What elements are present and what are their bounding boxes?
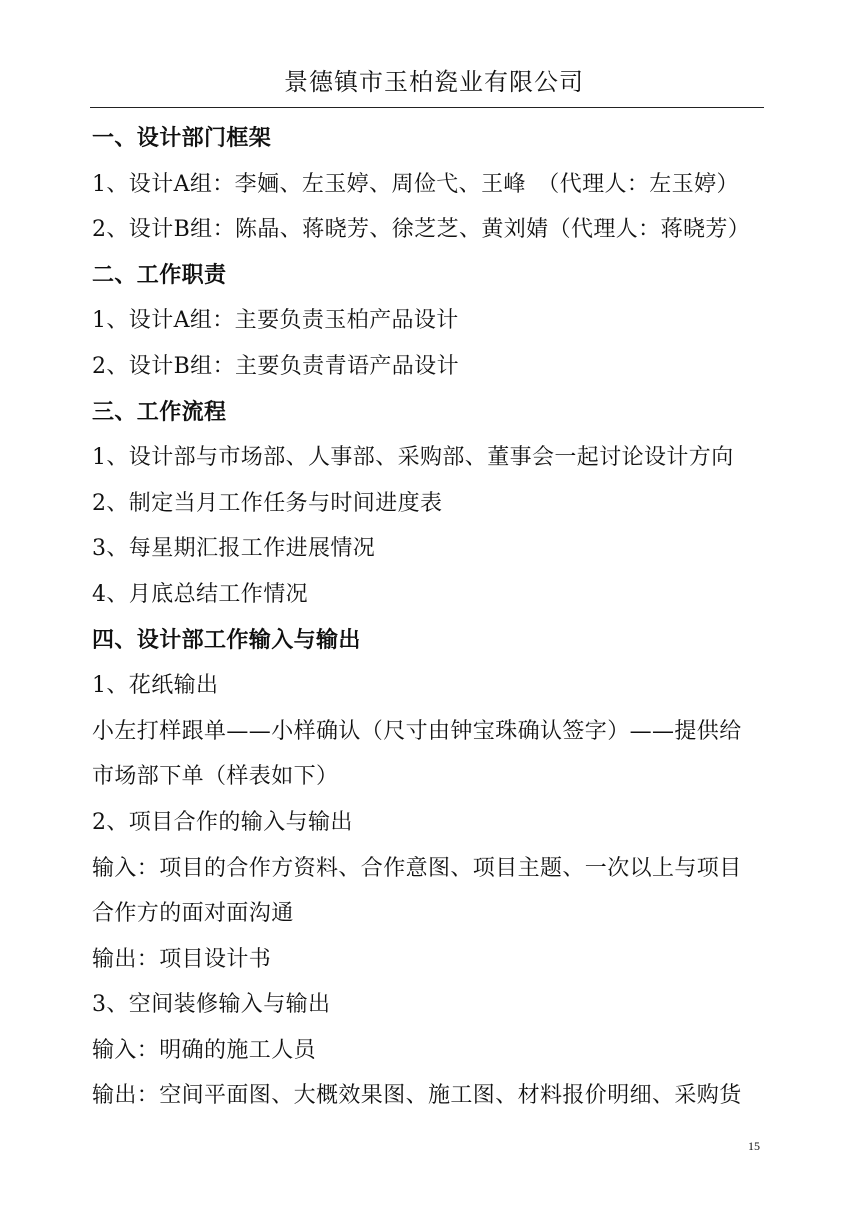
section-heading: 一、设计部门框架	[92, 126, 272, 151]
body-text-line: 输入：项目的合作方资料、合作意图、项目主题、一次以上与项目	[92, 855, 742, 881]
section-heading: 二、工作职责	[92, 262, 227, 288]
body-text-line: 2、项目合作的输入与输出	[92, 809, 353, 835]
body-text-line: 市场部下单（样表如下）	[92, 764, 339, 790]
body-text-line: 小左打样跟单——小样确认（尺寸由钟宝珠确认签字）——提供给	[92, 718, 742, 744]
body-text-line: 1、花纸输出	[92, 673, 219, 699]
document-body	[92, 116, 768, 1119]
body-text-line: 4、月底总结工作情况	[92, 581, 308, 607]
body-text-line: 2、设计B组：主要负责青语产品设计	[92, 353, 459, 379]
body-text-line: 合作方的面对面沟通	[92, 901, 294, 927]
body-text-line: 1、设计部与市场部、人事部、采购部、董事会一起讨论设计方向	[92, 445, 734, 471]
body-text-line: 输出：项目设计书	[92, 946, 272, 972]
body-text-line: 3、空间装修输入与输出	[92, 992, 331, 1018]
body-text-line: 3、每星期汇报工作进展情况	[92, 536, 376, 562]
section-heading: 四、设计部工作输入与输出	[92, 627, 361, 653]
section-heading: 三、工作流程	[92, 399, 227, 425]
company-header-title: 景德镇市玉柏瓷业有限公司	[284, 68, 584, 96]
body-text-line: 输入：明确的施工人员	[92, 1037, 317, 1063]
body-text-line: 2、制定当月工作任务与时间进度表	[92, 490, 443, 516]
header-divider	[90, 107, 764, 108]
body-text-line: 2、设计B组：陈晶、蒋晓芳、徐芝芝、黄刘婧（代理人：蒋晓芳）	[92, 217, 751, 243]
page-number: 15	[748, 1139, 760, 1153]
body-text-line: 输出：空间平面图、大概效果图、施工图、材料报价明细、采购货	[92, 1083, 742, 1109]
body-text-line: 1、设计A组：李婳、左玉婷、周俭弋、王峰 （代理人：左玉婷）	[92, 171, 739, 197]
body-text-line: 1、设计A组：主要负责玉柏产品设计	[92, 308, 459, 334]
